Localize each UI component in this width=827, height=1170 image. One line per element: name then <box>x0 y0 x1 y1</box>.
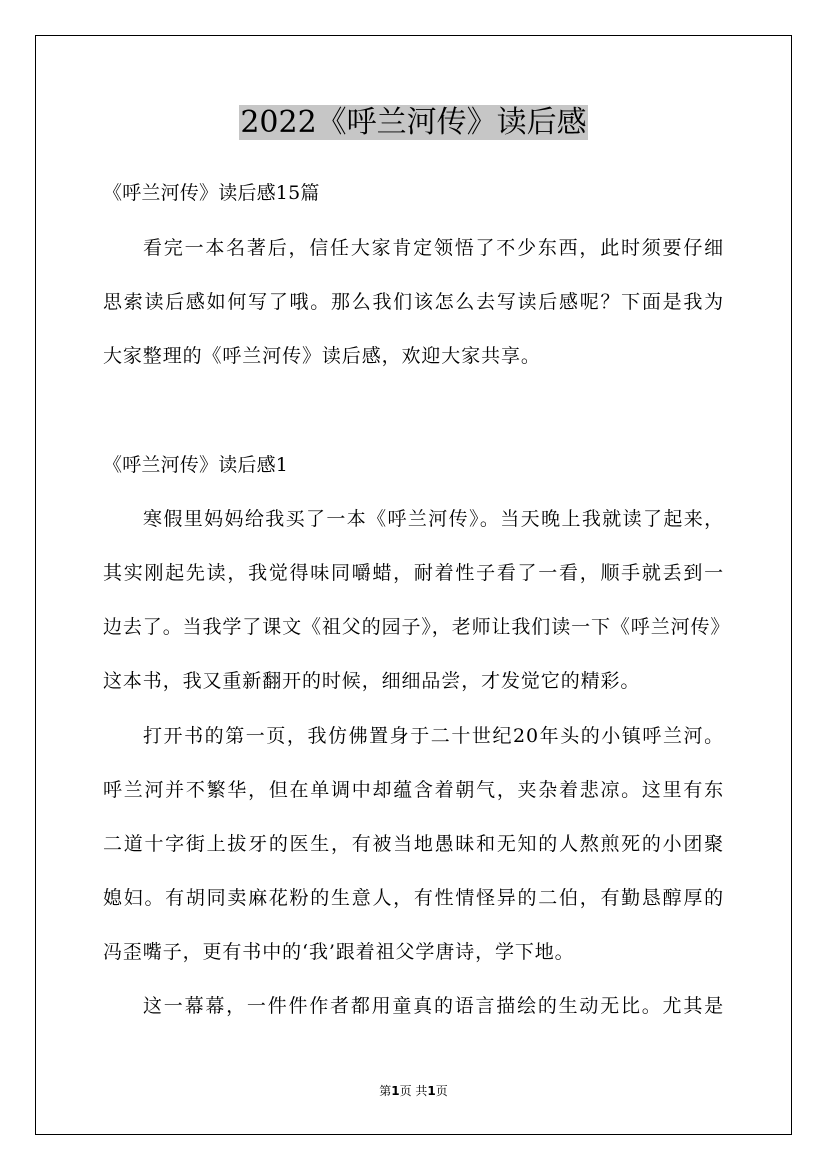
page-current: 1 <box>391 1084 400 1098</box>
page-footer <box>0 1083 827 1099</box>
section-heading: 《呼兰河传》读后感1 <box>103 454 289 476</box>
page-suffix: 页 <box>435 1084 448 1098</box>
document-subtitle: 《呼兰河传》读后感15篇 <box>103 182 320 204</box>
paragraph-line: 冯歪嘴子，更有书中的‘我’跟着祖父学唐诗，学下地。 <box>103 941 575 963</box>
paragraph-line: 寒假里妈妈给我买了一本《呼兰河传》。当天晚上我就读了起来， <box>143 508 724 530</box>
paragraph-line: 其实刚起先读，我觉得味同嚼蜡，耐着性子看了一看，顺手就丢到一 <box>103 562 724 584</box>
page-prefix: 第 <box>379 1084 392 1098</box>
document-title-text: 2022《呼兰河传》读后感 <box>240 105 587 140</box>
paragraph-line: 这一幕幕，一件件作者都用童真的语言描绘的生动无比。尤其是 <box>143 995 724 1017</box>
intro-line: 大家整理的《呼兰河传》读后感，欢迎大家共享。 <box>103 345 541 367</box>
paragraph-line: 二道十字街上拔牙的医生，有被当地愚昧和无知的人熬煎死的小团聚 <box>103 833 724 855</box>
intro-line: 看完一本名著后，信任大家肯定领悟了不少东西，此时须要仔细 <box>143 237 724 259</box>
paragraph-line: 边去了。当我学了课文《祖父的园子》，老师让我们读一下《呼兰河传》 <box>103 616 731 638</box>
paragraph-line: 这本书，我又重新翻开的时候，细细品尝，才发觉它的精彩。 <box>103 670 641 692</box>
paragraph-line: 呼兰河并不繁华，但在单调中却蕴含着朝气，夹杂着悲凉。这里有东 <box>103 779 724 801</box>
page-mid: 页 共 <box>399 1084 428 1098</box>
intro-line: 思索读后感如何写了哦。那么我们该怎么去写读后感呢？下面是我为 <box>103 291 724 313</box>
page-total: 1 <box>427 1084 436 1098</box>
paragraph-line: 打开书的第一页，我仿佛置身于二十世纪20年头的小镇呼兰河。 <box>143 725 724 747</box>
paragraph-line: 媳妇。有胡同卖麻花粉的生意人，有性情怪异的二伯，有勤恳醇厚的 <box>103 887 724 909</box>
document-title <box>0 102 827 144</box>
